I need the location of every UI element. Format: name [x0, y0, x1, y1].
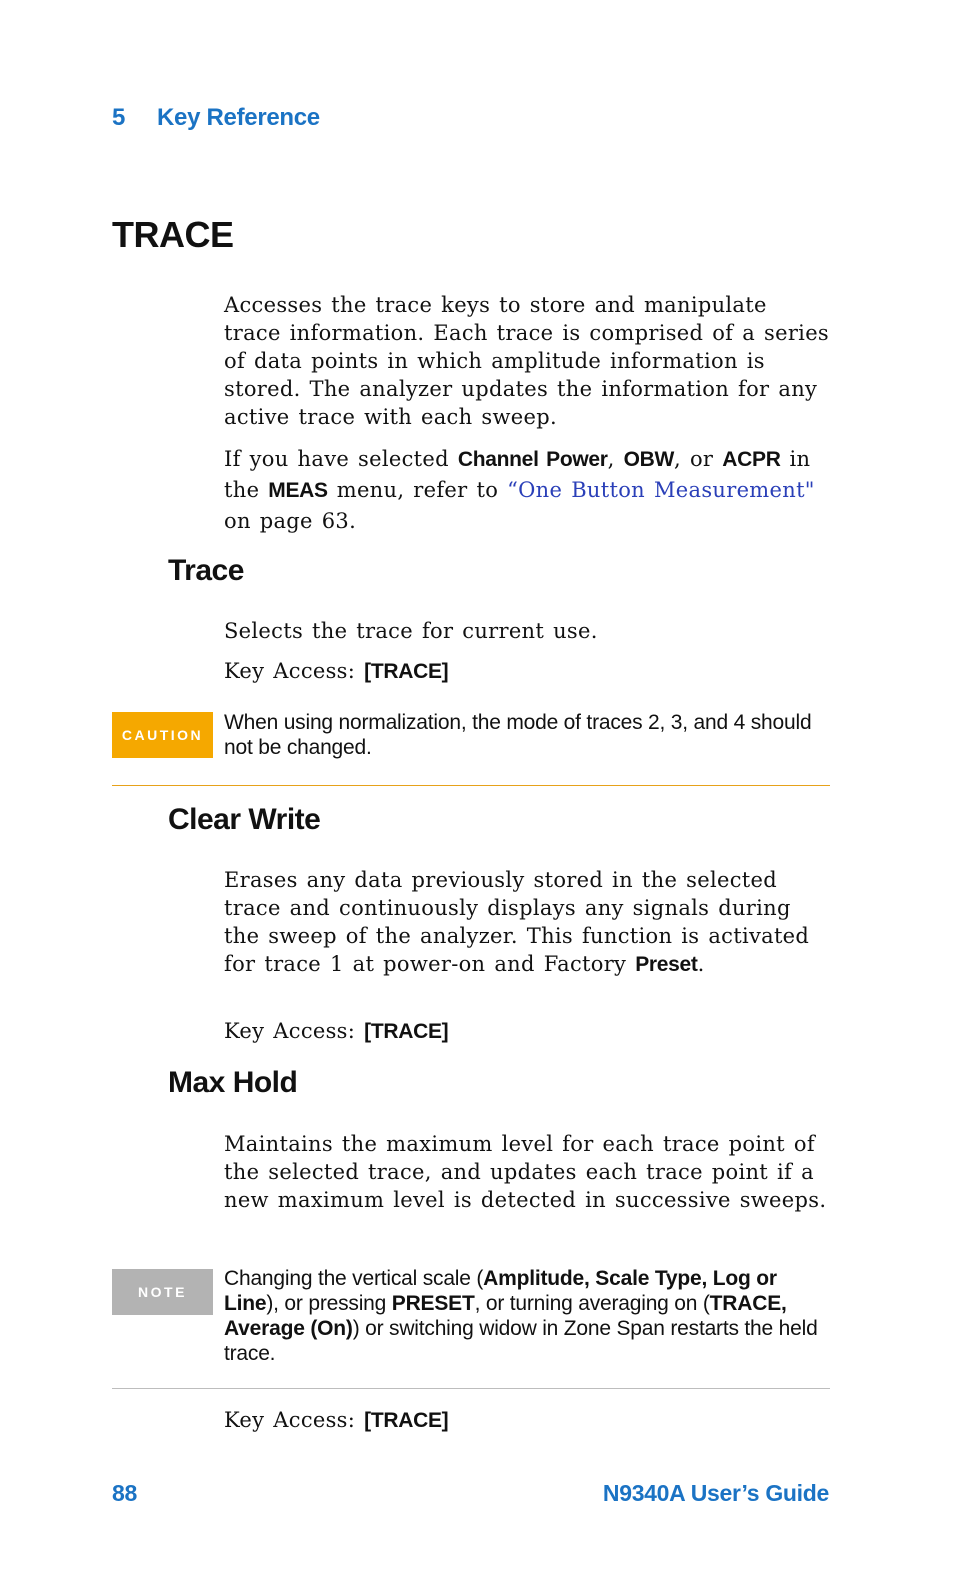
section-intro: Accesses the trace keys to store and manipulate trace information. Each trace is comprised of a series of data points in which amplitude information is stored. The analyzer updates the information for any active trace with each sweep.: [224, 293, 829, 429]
key-obw: OBW: [623, 448, 675, 471]
clear-write-key: [TRACE]: [364, 1020, 449, 1043]
key-channel-power: Channel Power: [457, 448, 608, 471]
note-key-preset: PRESET: [391, 1292, 475, 1315]
max-hold-key-access: Key Access: [TRACE]: [224, 1408, 449, 1432]
section-title: TRACE: [112, 214, 234, 255]
guide-title: N9340A User’s Guide: [602, 1480, 829, 1506]
trace-key-access: Key Access: [TRACE]: [224, 659, 449, 683]
note-divider: [112, 1388, 830, 1389]
trace-heading: Trace: [168, 554, 244, 587]
note-key-amplitude: Amplitude, Scale Type, Log or Line: [224, 1267, 777, 1315]
clear-write-key-access: Key Access: [TRACE]: [224, 1019, 449, 1043]
max-hold-key: [TRACE]: [364, 1409, 449, 1432]
key-preset: Preset: [635, 953, 698, 976]
one-button-measurement-link[interactable]: “One Button Measurement": [507, 478, 815, 502]
trace-description: Selects the trace for current use.: [224, 619, 598, 643]
max-hold-description: Maintains the maximum level for each trace point of the selected trace, and updates each trace point if a new maximum level is detected in successive sweeps.: [224, 1132, 827, 1212]
note-key-trace-average: TRACE, Average (On): [224, 1292, 787, 1340]
clear-write-description: Erases any data previously stored in the selected trace and continuously displays any signals during the sweep of the analyzer. This function is activated for trace 1 at power-on and Factory Preset.: [224, 868, 810, 976]
note-text: Changing the vertical scale (Amplitude, Scale Type, Log or Line), or pressing PRESET, or turning averaging on (TRACE, Average (On)) or switching widow in Zone Span restarts the held trace.: [224, 1267, 818, 1365]
chapter-title: Key Reference: [157, 104, 320, 131]
caution-divider: [112, 785, 830, 786]
running-header: [112, 104, 320, 132]
section-reference: If you have selected Channel Power, OBW, or ACPR in the MEAS menu, refer to “One Button Measurement" on page 63.: [224, 447, 815, 533]
caution-text: When using normalization, the mode of traces 2, 3, and 4 should not be changed.: [224, 711, 812, 759]
key-meas: MEAS: [268, 479, 328, 502]
caution-badge: CAUTION: [112, 712, 213, 758]
page-number: 88: [112, 1480, 137, 1506]
trace-key: [TRACE]: [364, 660, 449, 683]
note-badge: NOTE: [112, 1269, 213, 1315]
clear-write-heading: Clear Write: [168, 803, 321, 836]
key-acpr: ACPR: [722, 448, 781, 471]
chapter-number: 5: [112, 104, 126, 131]
max-hold-heading: Max Hold: [168, 1066, 298, 1099]
